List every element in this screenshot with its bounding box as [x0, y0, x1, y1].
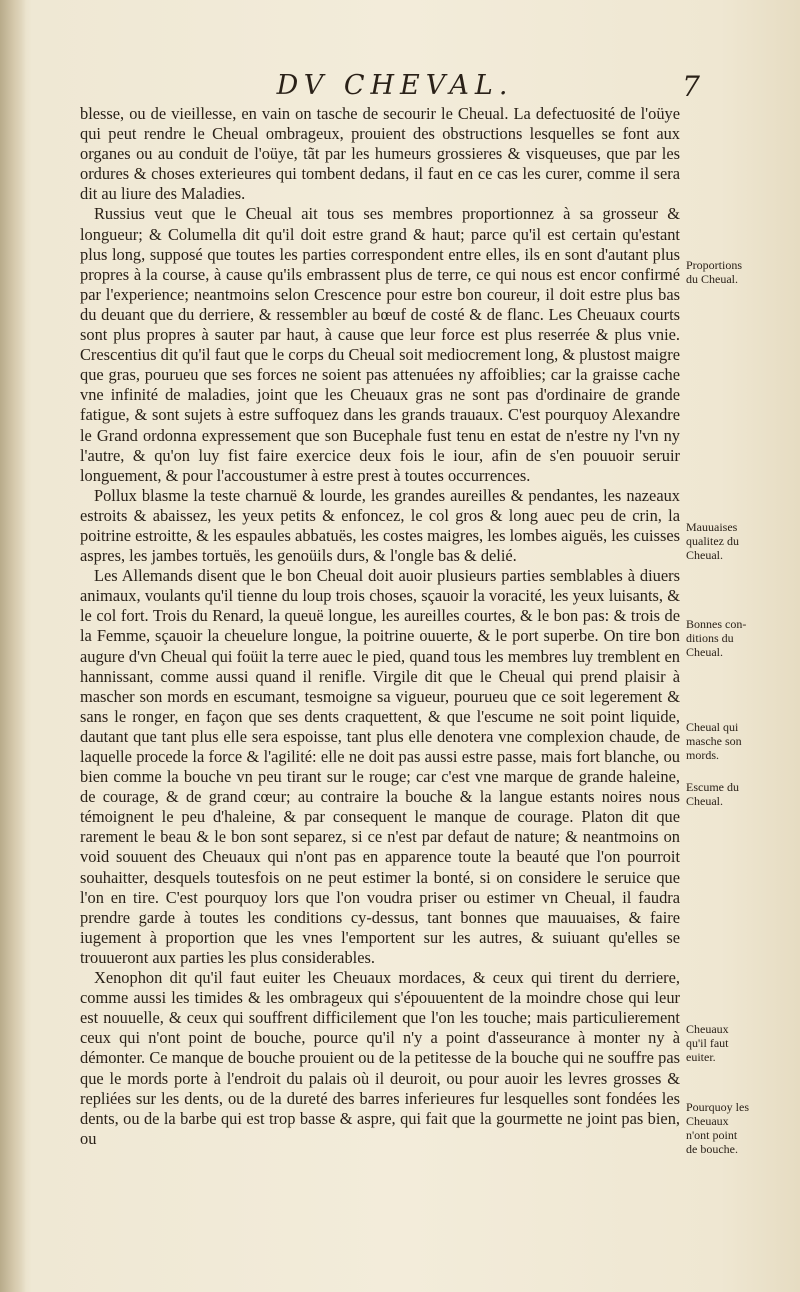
- margin-note-line: Bonnes con-: [686, 617, 747, 631]
- margin-note-line: mords.: [686, 748, 719, 762]
- margin-note: [686, 1022, 790, 1064]
- paragraph: blesse, ou de vieillesse, en vain on tasche de secourir le Cheual. La defectuosité de l'oüye qui peut rendre le Cheual ombrageux, prouient des obstructions lesquelles se font aux organes ou au conduit de l'oüye, tãt par les humeurs grossieres & visqueuses, que par les ordures & choses exterieures qui tombent dedans, il faut en ce cas les curer, comme il sera dit au liure des Maladies.: [80, 104, 680, 204]
- margin-note-line: Mauuaises: [686, 520, 738, 534]
- page-number: 7: [682, 70, 700, 103]
- margin-note-line: du Cheual.: [686, 272, 738, 286]
- margin-note: [686, 720, 790, 762]
- margin-note: [686, 520, 790, 562]
- margin-note-line: Cheual.: [686, 794, 723, 808]
- margin-note-line: Proportions: [686, 258, 743, 272]
- margin-note-line: Cheuaux: [686, 1022, 729, 1036]
- margin-note-line: masche son: [686, 734, 742, 748]
- margin-note: [686, 617, 790, 659]
- margin-note-line: euiter.: [686, 1050, 716, 1064]
- margin-note: [686, 780, 790, 808]
- margin-note-line: Cheual qui: [686, 720, 739, 734]
- paragraph: Les Allemands disent que le bon Cheual doit auoir plusieurs parties semblables à diuers animaux, voulants qu'il tienne du loup trois choses, sçauoir la voracité, les yeux luisants, & le col fort. Trois du Renard, la queuë longue, les aureilles courtes, & le bon pas: & trois de la Femme, sçauoir la cheuelure longue, la poitrine ouuerte, & le port superbe. On tire bon augure d'vn Cheual qui foüit la terre auec le pied, quand tous les membres luy tremblent en hannissant, comme aussi quand il renifle. Virgile dit que le Cheual qui prend plaisir à mascher son mords en escumant, tesmoigne sa vigueur, pourueu que ce soit legerement & sans le ronger, en façon que ses dents craquettent, & que l'escume ne soit point liquide, dautant que tant plus elle sera espoisse, tant plus elle denotera vne complexion chaude, de laquelle procede la force & l'agilité: elle ne doit pas aussi estre passe, mais fort blanche, ou bien comme la bouche vn peu tirant sur le rouge; car c'est vne marque de grande haleine, de courage, & de grand cœur; au contraire la bouche & la langue estants noires nous témoignent le peu d'haleine, & par consequent le manque de courage. Platon dit que rarement le beau & le bon sont separez, si ce n'est par defaut de nature; & neantmoins on void souuent des Cheuaux qui n'ont pas en apparence toute la beauté que l'on pourroit souhaitter, desquels toutesfois on ne peut estimer la bonté, si on considere le seruice que l'on en tire. C'est pourquoy lors que l'on voudra priser ou estimer vn Cheual, il faudra prendre garde à toutes les conditions cy-dessus, tant bonnes que mauuaises, & faire iugement à proportion que les vnes l'emportent sur les autres, & suiuant qu'elles se trouueront aux parties les plus considerables.: [80, 566, 680, 967]
- margin-note-line: Cheual.: [686, 548, 723, 562]
- margin-note-line: de bouche.: [686, 1142, 738, 1156]
- margin-note: [686, 1100, 790, 1156]
- margin-note-line: Cheual.: [686, 645, 723, 659]
- margin-note: [686, 258, 790, 286]
- paragraph: Pollux blasme la teste charnuë & lourde, les grandes aureilles & pendantes, les nazeaux estroits & abaissez, les yeux petits & enfoncez, le col gros & long auec peu de crin, la poitrine estroitte, & les espaules abbatuës, les costes maigres, les lombes aiguës, les cuisses aspres, les jambes tortuës, les genoüils durs, & l'ongle bas & delié.: [80, 485, 680, 566]
- running-title: DV CHEVAL.: [276, 70, 514, 101]
- margin-note-line: qualitez du: [686, 534, 739, 548]
- paragraph: Russius veut que le Cheual ait tous ses membres proportionnez à sa grosseur & longueur; & Columella dit qu'il doit estre grand & haut; parce qu'il est certain qu'estant plus long, supposé que toutes les parties correspondent entre elles, ils en sont d'autant plus propres à la course, à cause qu'ils embrassent plus de terre, ce qui nous est encor confirmé par l'experience; neantmoins selon Crescence pour estre bon coureur, il doit estre plus bas du deuant que du derriere, & ressembler au bœuf de costé & de flanc. Les Cheuaux courts sont plus propres à sauter par haut, à cause que leur force est plus reserrée & plus vnie. Crescentius dit qu'il faut que le corps du Cheual soit mediocrement long, & plustost maigre que gras, pourueu que ses forces ne soient pas attenuées ny affoiblies; car la graisse cache vne infinité de maladies, joint que les Cheuaux gras ne sont pas d'ordinaire de grande fatigue, & sont sujets à estre suffoquez dans les grands trauaux. C'est pourquoy Alexandre le Grand ordonna expressement que son Bucephale fust tenu en estat de n'estre ny l'vn ny l'autre, & qu'on luy fist faire exercice deux fois le iour, afin de s'en pouuoir seruir longuement, & pour l'accoustumer à estre prest à toutes occurrences.: [80, 204, 680, 485]
- margin-note-line: ditions du: [686, 631, 734, 645]
- margin-note-line: n'ont point: [686, 1128, 738, 1142]
- book-spine-shadow: [0, 0, 26, 1292]
- margin-note-line: Cheuaux: [686, 1114, 729, 1128]
- margin-note-line: Pourquoy les: [686, 1100, 749, 1114]
- paragraph: Xenophon dit qu'il faut euiter les Cheuaux mordaces, & ceux qui tirent du derriere, comme aussi les timides & les ombrageux qui s'épouuentent de la moindre chose qui leur est nouuelle, & ceux qui souffrent difficilement que l'on les touche; mais particulierement ceux qui n'ont point de bouche, pource qu'il n'y a point d'asseurance à monter ny à démonter. Ce manque de bouche prouient ou de la petitesse de la bouche qui ne souffre pas que le mords porte à l'endroit du palais où il deuroit, ou pour auoir les levres grosses & repliées sur les dents, ou de la dureté des barres inferieures fur lesquelles sont fondées les dents, ou de la barbe qui est trop basse & aspre, qui fait que la gourmette ne joint pas bien, ou: [80, 968, 680, 1148]
- margin-note-line: Escume du: [686, 780, 739, 794]
- page-header: [90, 68, 700, 104]
- body-text: [80, 104, 680, 1149]
- margin-note-line: qu'il faut: [686, 1036, 729, 1050]
